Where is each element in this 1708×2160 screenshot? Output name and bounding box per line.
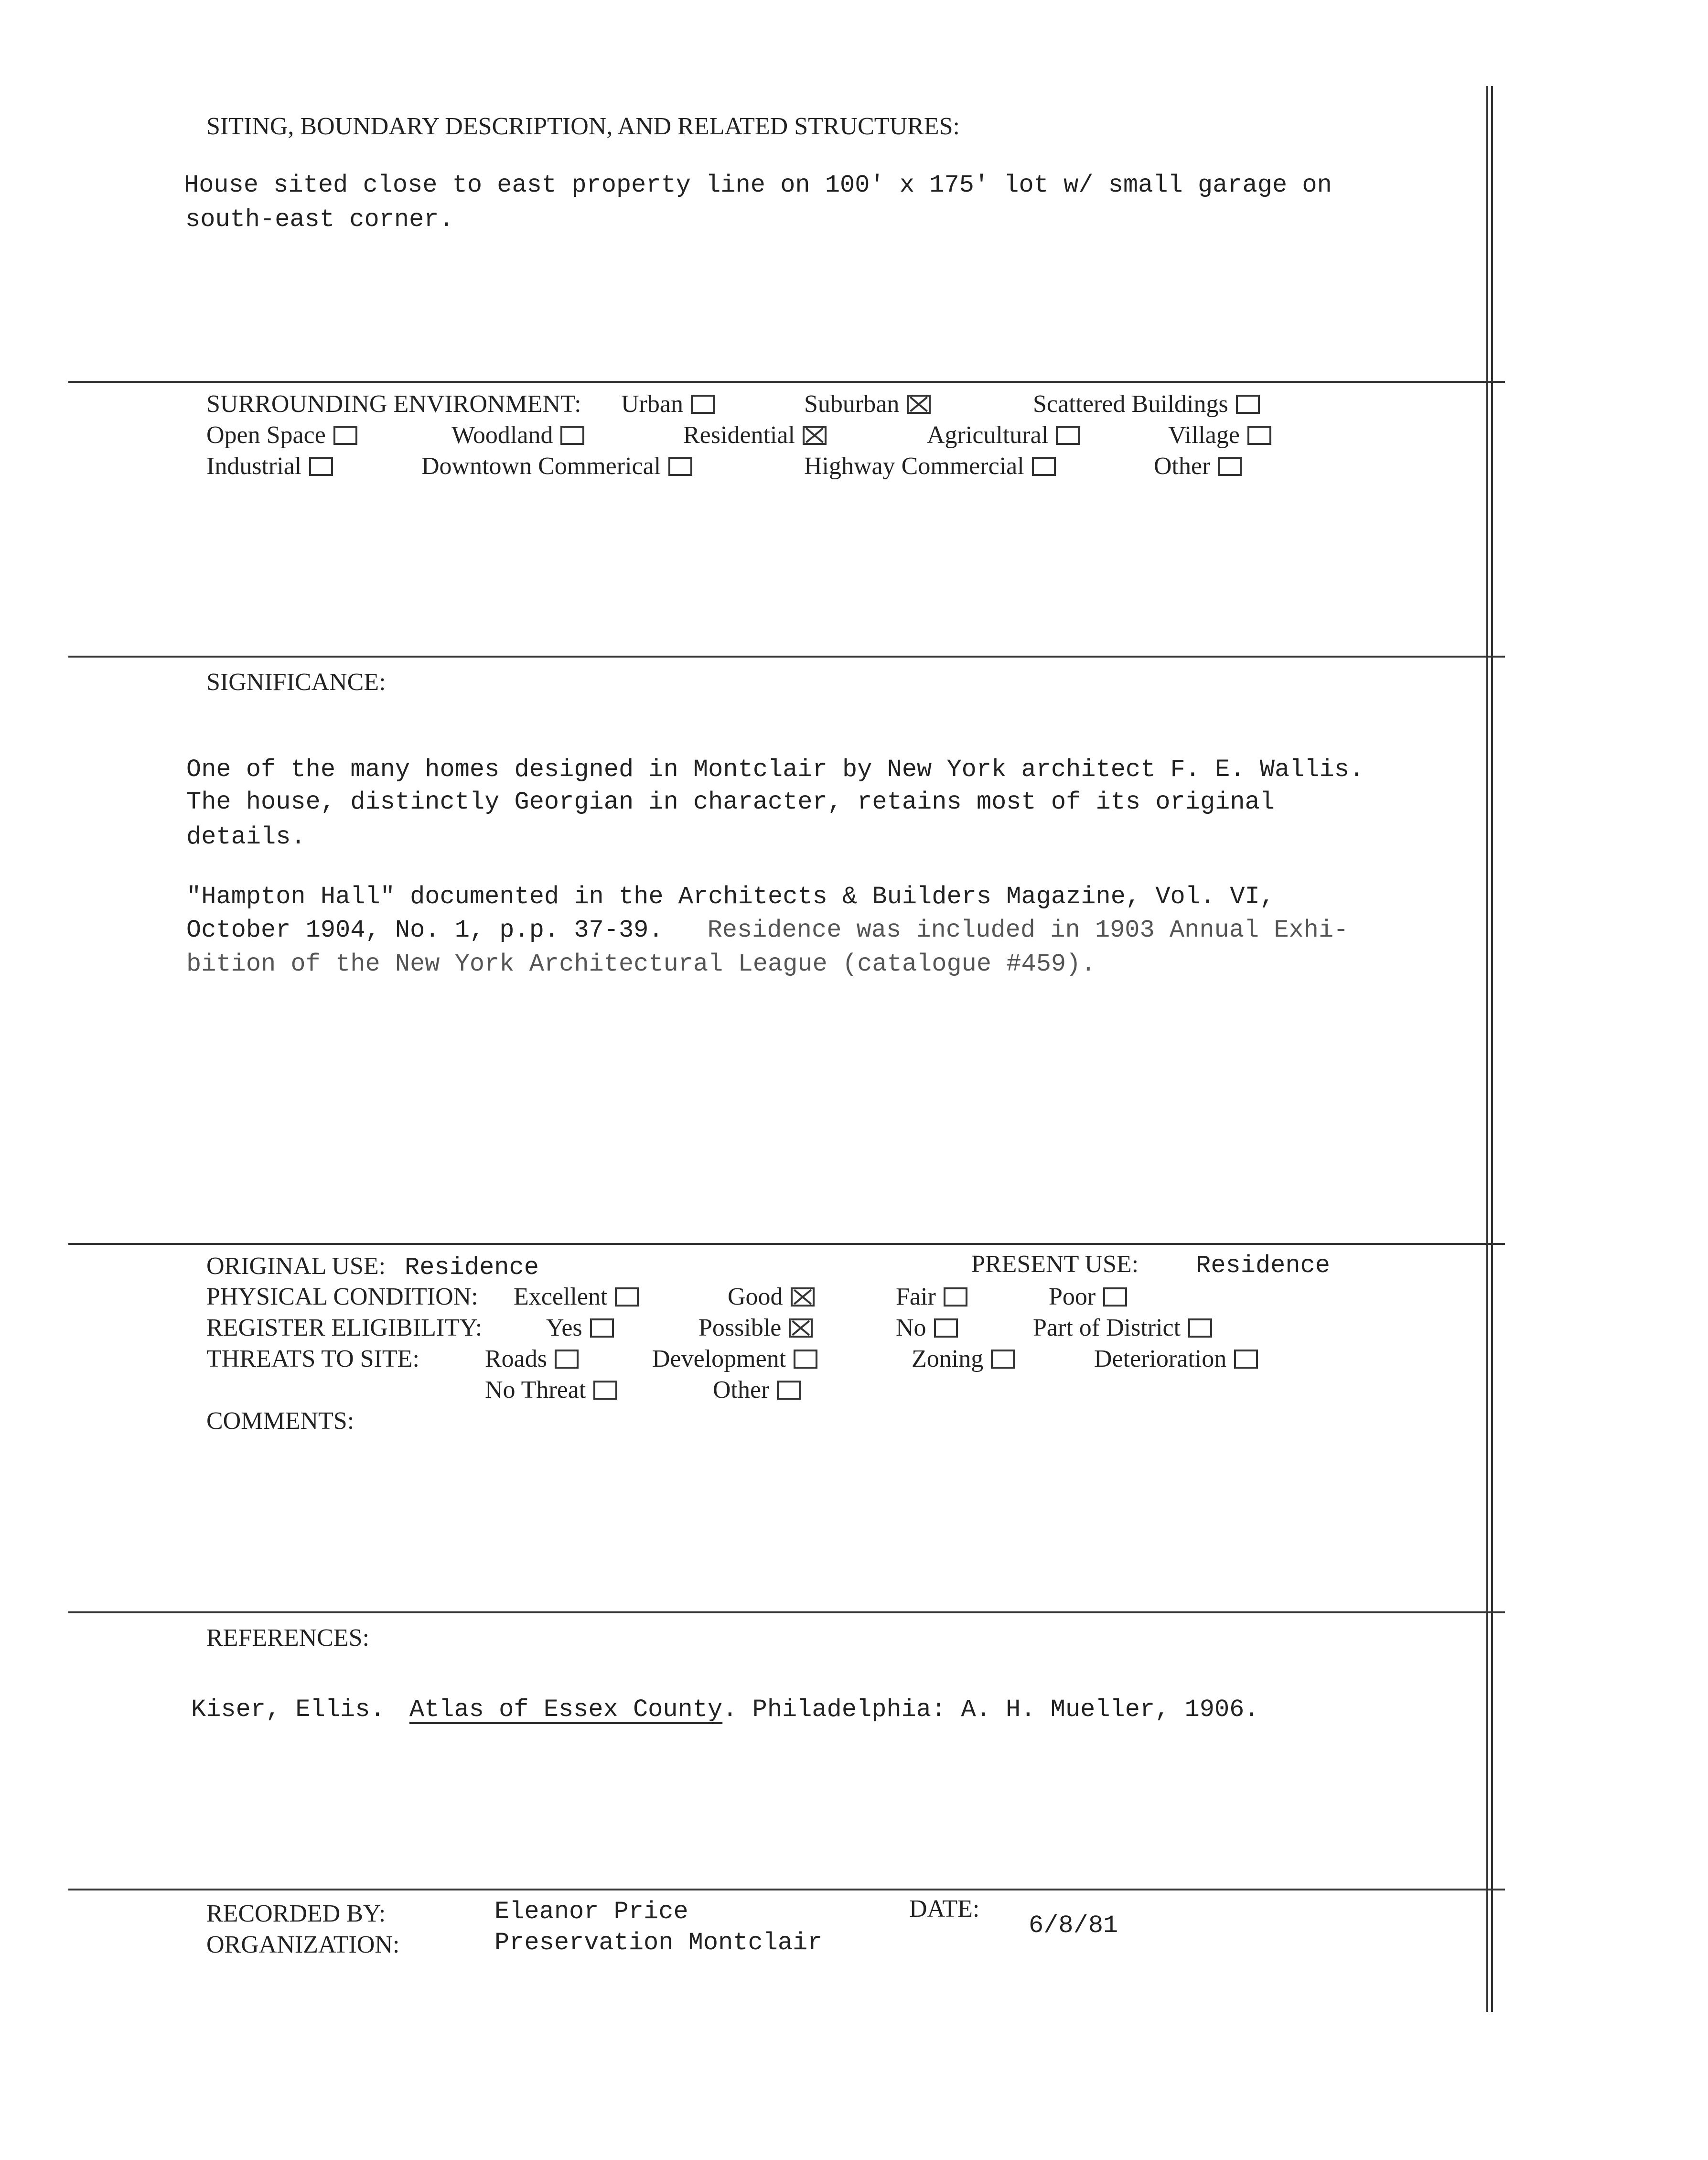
cond-fair-label: Fair — [896, 1283, 936, 1310]
cond-excellent[interactable] — [514, 1281, 639, 1312]
threat-other-label: Other — [713, 1376, 770, 1404]
threat-none-checkbox[interactable] — [593, 1381, 617, 1400]
reference-entry — [191, 1694, 1259, 1725]
cond-fair[interactable] — [896, 1281, 967, 1312]
organization-value[interactable]: Preservation Montclair — [494, 1929, 823, 1957]
divider-5 — [68, 1889, 1505, 1890]
threat-roads-checkbox[interactable] — [555, 1350, 579, 1369]
cond-fair-checkbox[interactable] — [944, 1287, 967, 1307]
right-border-rule-outer — [1486, 86, 1488, 2012]
env-other[interactable] — [1154, 451, 1242, 482]
threats-label: THREATS TO SITE: — [206, 1345, 419, 1372]
cond-poor-label: Poor — [1049, 1283, 1096, 1310]
threat-deterioration-checkbox[interactable] — [1234, 1350, 1258, 1369]
present-use — [971, 1249, 1330, 1281]
threat-deterioration-label: Deterioration — [1094, 1345, 1227, 1372]
significance-p2-line-3: bition of the New York Architectural League (catalogue #459). — [186, 950, 1096, 978]
env-agricultural-label: Agricultural — [927, 421, 1049, 449]
condition-label: PHYSICAL CONDITION: — [206, 1283, 478, 1310]
env-scattered-label: Scattered Buildings — [1033, 390, 1228, 418]
significance-p2-line-1: "Hampton Hall" documented in the Architects & Builders Magazine, Vol. VI, — [186, 883, 1275, 911]
reference-title: Atlas of Essex County — [409, 1696, 723, 1724]
cond-poor-checkbox[interactable] — [1103, 1287, 1127, 1307]
elig-district[interactable] — [1033, 1312, 1212, 1343]
env-village-checkbox[interactable] — [1247, 426, 1271, 445]
present-use-value[interactable]: Residence — [1196, 1252, 1330, 1280]
env-residential-label: Residential — [683, 421, 795, 449]
elig-district-checkbox[interactable] — [1188, 1318, 1212, 1338]
significance-p1-line-2: The house, distinctly Georgian in character, retains most of its original — [186, 788, 1275, 816]
threat-roads-label: Roads — [485, 1345, 547, 1372]
divider-1 — [68, 381, 1505, 383]
threat-development[interactable] — [652, 1343, 817, 1374]
threat-deterioration[interactable] — [1094, 1343, 1258, 1374]
significance-p2-line-2 — [186, 915, 1348, 946]
env-industrial-label: Industrial — [206, 453, 302, 480]
env-suburban-checkbox[interactable] — [907, 395, 931, 414]
elig-no[interactable] — [896, 1312, 958, 1343]
threat-other-checkbox[interactable] — [777, 1381, 801, 1400]
siting-line-1: House sited close to east property line on 100' x 175' lot w/ small garage on — [184, 171, 1332, 199]
env-urban[interactable] — [621, 389, 715, 420]
comments-label: COMMENTS: — [206, 1407, 354, 1435]
threat-zoning-label: Zoning — [912, 1345, 984, 1372]
reference-author: Kiser, Ellis. — [191, 1696, 385, 1724]
divider-3 — [68, 1243, 1505, 1245]
env-agricultural-checkbox[interactable] — [1056, 426, 1080, 445]
date-label: DATE: — [909, 1895, 980, 1922]
env-village[interactable] — [1168, 420, 1271, 451]
references-heading: REFERENCES: — [206, 1624, 369, 1652]
elig-yes-checkbox[interactable] — [590, 1318, 614, 1338]
elig-no-label: No — [896, 1314, 926, 1341]
cond-good[interactable] — [728, 1281, 815, 1312]
original-use-value[interactable]: Residence — [405, 1253, 539, 1282]
threat-roads[interactable] — [485, 1343, 579, 1374]
threat-none[interactable] — [485, 1374, 617, 1405]
original-use-label: ORIGINAL USE: — [206, 1253, 386, 1280]
divider-4 — [68, 1611, 1505, 1613]
reference-rest: . Philadelphia: A. H. Mueller, 1906. — [722, 1696, 1259, 1724]
threat-none-label: No Threat — [485, 1376, 586, 1404]
environment-heading: SURROUNDING ENVIRONMENT: — [206, 390, 581, 418]
env-agricultural[interactable] — [927, 420, 1080, 451]
present-use-label: PRESENT USE: — [971, 1251, 1139, 1278]
env-scattered-checkbox[interactable] — [1236, 395, 1260, 414]
env-open-space-checkbox[interactable] — [333, 426, 357, 445]
threat-zoning[interactable] — [912, 1343, 1015, 1374]
env-downtown-checkbox[interactable] — [668, 457, 692, 476]
env-urban-label: Urban — [621, 390, 683, 418]
env-scattered[interactable] — [1033, 389, 1260, 420]
env-residential[interactable] — [683, 420, 827, 451]
significance-p2-line-2a: October 1904, No. 1, p.p. 37-39. — [186, 916, 664, 944]
elig-yes-label: Yes — [546, 1314, 582, 1341]
divider-2 — [68, 656, 1505, 658]
threat-development-label: Development — [652, 1345, 786, 1372]
elig-yes[interactable] — [546, 1312, 614, 1343]
elig-no-checkbox[interactable] — [934, 1318, 958, 1338]
env-highway-label: Highway Commercial — [804, 453, 1024, 480]
siting-heading: SITING, BOUNDARY DESCRIPTION, AND RELATED STRUCTURES: — [206, 113, 960, 140]
significance-heading: SIGNIFICANCE: — [206, 669, 386, 696]
env-industrial-checkbox[interactable] — [309, 457, 333, 476]
env-other-label: Other — [1154, 453, 1211, 480]
right-border-rule-inner — [1491, 86, 1493, 2012]
cond-good-checkbox[interactable] — [791, 1287, 815, 1307]
cond-excellent-label: Excellent — [514, 1283, 608, 1310]
env-woodland-checkbox[interactable] — [560, 426, 584, 445]
env-open-space-label: Open Space — [206, 421, 326, 449]
env-urban-checkbox[interactable] — [691, 395, 715, 414]
env-village-label: Village — [1168, 421, 1240, 449]
original-use — [206, 1251, 539, 1283]
env-downtown-label: Downtown Commerical — [421, 453, 661, 480]
elig-possible[interactable] — [698, 1312, 813, 1343]
significance-p1-line-1: One of the many homes designed in Montclair by New York architect F. E. Wallis. — [186, 756, 1364, 784]
significance-p2-line-2b: Residence was included in 1903 Annual Exhi- — [707, 916, 1349, 944]
env-residential-checkbox[interactable] — [803, 426, 827, 445]
env-highway-checkbox[interactable] — [1032, 457, 1056, 476]
cond-excellent-checkbox[interactable] — [615, 1287, 639, 1307]
env-downtown[interactable] — [421, 451, 692, 482]
env-woodland[interactable] — [451, 420, 584, 451]
threat-zoning-checkbox[interactable] — [991, 1350, 1015, 1369]
siting-line-2: south-east corner. — [185, 205, 454, 234]
cond-good-label: Good — [728, 1283, 783, 1310]
env-highway[interactable] — [804, 451, 1056, 482]
significance-p1-line-3: details. — [186, 823, 306, 851]
env-open-space[interactable] — [206, 420, 357, 451]
env-woodland-label: Woodland — [451, 421, 553, 449]
cond-poor[interactable] — [1049, 1281, 1127, 1312]
env-suburban-label: Suburban — [804, 390, 900, 418]
elig-possible-label: Possible — [698, 1314, 782, 1341]
elig-district-label: Part of District — [1033, 1314, 1181, 1341]
env-other-checkbox[interactable] — [1218, 457, 1242, 476]
eligibility-label: REGISTER ELIGIBILITY: — [206, 1314, 483, 1341]
organization-label: ORGANIZATION: — [206, 1931, 400, 1958]
recorded-by-label: RECORDED BY: — [206, 1900, 386, 1927]
threat-other[interactable] — [713, 1374, 801, 1405]
recorded-by-value[interactable]: Eleanor Price — [494, 1898, 688, 1926]
env-suburban[interactable] — [804, 389, 931, 420]
elig-possible-checkbox[interactable] — [789, 1318, 813, 1338]
env-industrial[interactable] — [206, 451, 333, 482]
date-value[interactable]: 6/8/81 — [1029, 1912, 1118, 1940]
threat-development-checkbox[interactable] — [794, 1350, 817, 1369]
